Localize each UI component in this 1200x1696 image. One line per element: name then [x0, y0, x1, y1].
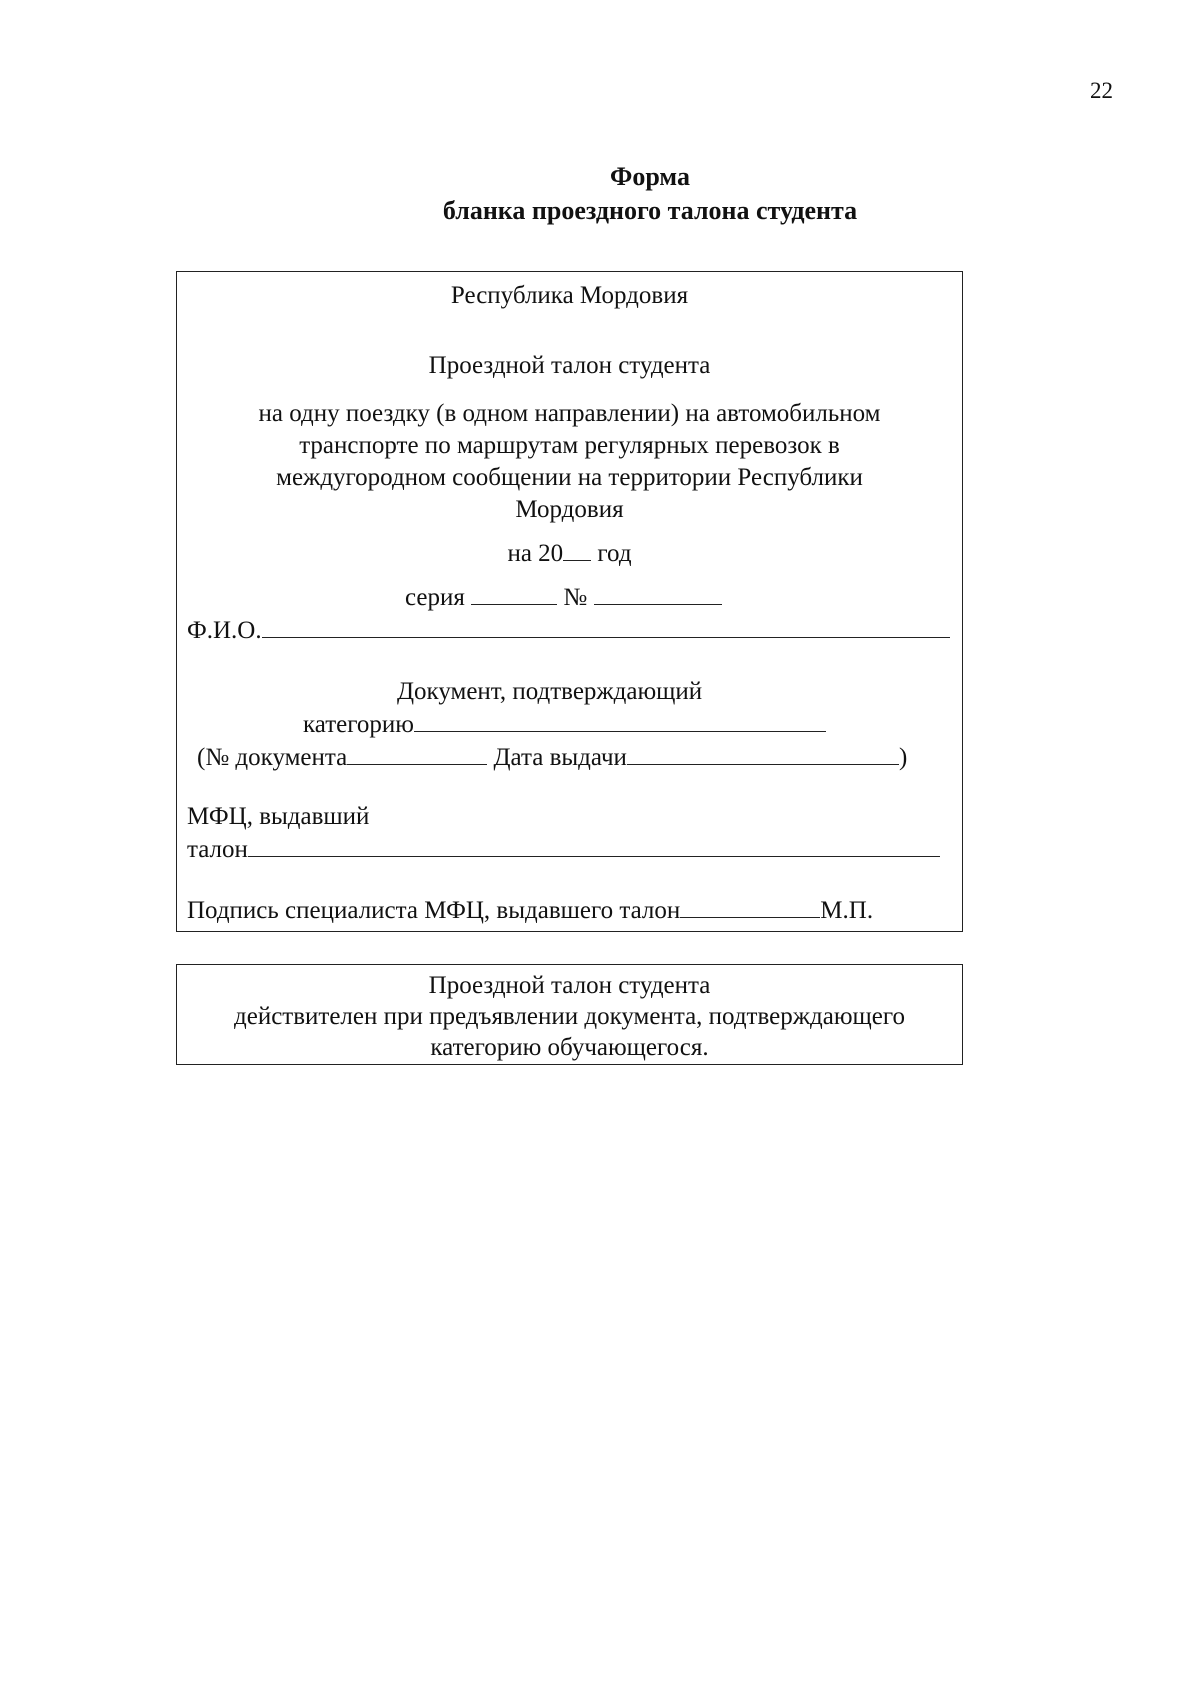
note-line-3: категорию обучающегося.: [430, 1034, 709, 1061]
doc-details-line: [197, 742, 907, 773]
doc-line-2: [303, 709, 826, 740]
validity-note: [176, 964, 963, 1065]
signature-line: [187, 895, 873, 926]
page-number: 22: [1090, 78, 1113, 103]
description-line-2: транспорте по маршрутам регулярных перевозок в: [299, 432, 840, 459]
doc-category-label: категорию: [303, 711, 414, 738]
stamp-label: М.П.: [820, 897, 874, 924]
doc-close: ): [898, 744, 908, 771]
series-field[interactable]: [471, 582, 557, 605]
fio-label: Ф.И.О.: [187, 617, 262, 644]
mfc-label: талон: [187, 836, 248, 863]
region-name: Республика Мордовия: [450, 282, 689, 309]
fio-field[interactable]: [262, 615, 950, 638]
series-label: серия: [405, 584, 465, 611]
number-label: №: [563, 584, 588, 611]
doc-date-field[interactable]: [627, 742, 899, 765]
fio-line: [187, 615, 950, 646]
year-field[interactable]: [563, 538, 591, 561]
doc-number-label: (№ документа: [197, 744, 348, 771]
doc-date-label: Дата выдачи: [493, 744, 627, 771]
mfc-field[interactable]: [248, 834, 940, 857]
form-heading: [0, 160, 1200, 228]
note-line-2: действителен при предъявлении документа, подтверждающего: [234, 1003, 905, 1030]
year-prefix: на 20: [507, 540, 564, 567]
description-line-3: междугородном сообщении на территории Республики: [276, 464, 863, 491]
heading-line-1: Форма: [610, 162, 690, 191]
signature-label: Подпись специалиста МФЦ, выдавшего талон: [187, 897, 681, 924]
description-line-4: Мордовия: [515, 496, 624, 523]
signature-field[interactable]: [680, 895, 820, 918]
year-suffix: год: [597, 540, 632, 567]
ticket-title: Проездной талон студента: [428, 352, 711, 379]
doc-category-field[interactable]: [414, 709, 826, 732]
year-line: [177, 538, 962, 569]
heading-line-2: бланка проездного талона студента: [442, 196, 858, 225]
mfc-line-2: [187, 834, 940, 865]
note-line-1: Проездной талон студента: [428, 972, 711, 999]
description-line-1: на одну поездку (в одном направлении) на автомобильном: [258, 400, 881, 427]
ticket-form: [176, 271, 963, 932]
number-field[interactable]: [594, 582, 722, 605]
series-line: [405, 582, 722, 613]
doc-number-field[interactable]: [347, 742, 487, 765]
mfc-line-1: МФЦ, выдавший: [187, 803, 370, 830]
doc-line-1: Документ, подтверждающий: [397, 678, 703, 705]
